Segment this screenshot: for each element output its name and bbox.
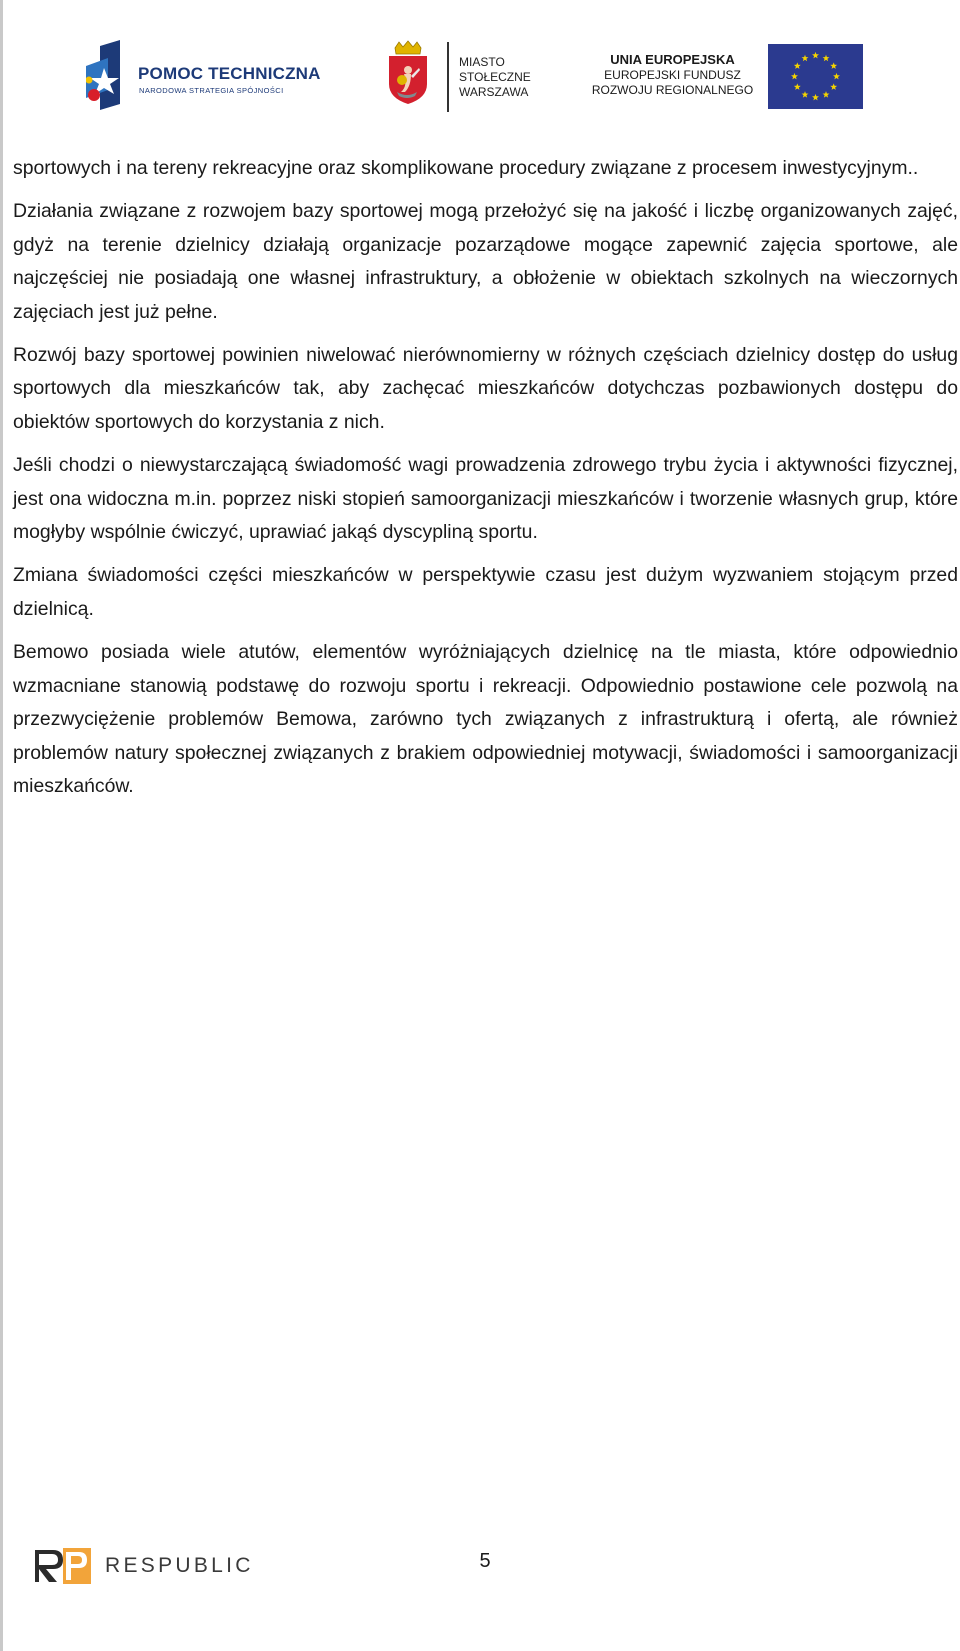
unia-europejska-logo <box>590 40 880 116</box>
paragraph: Jeśli chodzi o niewystarczającą świadomość wagi prowadzenia zdrowego trybu życia i aktywności fizycznej, jest ona widoczna m.in. poprzez niski stopień samoorganizacji mieszkańców i tworzenie własnych grup, które mogłyby wspólnie ćwiczyć, uprawiać jakąś dyscypliną sportu. <box>13 454 958 544</box>
page-left-border <box>0 0 3 1651</box>
page-header <box>0 0 960 135</box>
pomoc-techniczna-title: POMOC TECHNICZNA <box>138 64 321 83</box>
warszawa-line-1: MIASTO <box>459 55 505 69</box>
warszawa-logo-divider <box>447 42 449 112</box>
pomoc-techniczna-logo <box>86 40 321 112</box>
ue-line-3: ROZWOJU REGIONALNEGO <box>591 83 754 97</box>
ue-line-1: UNIA EUROPEJSKA <box>610 52 735 67</box>
unia-europejska-text <box>590 52 755 98</box>
ue-line-2: EUROPEJSKI FUNDUSZ <box>604 68 741 82</box>
warszawa-logo <box>387 40 537 116</box>
respublic-logo <box>33 1548 253 1588</box>
pomoc-techniczna-subtitle: NARODOWA STRATEGIA SPÓJNOŚCI <box>139 86 284 95</box>
paragraph: Rozwój bazy sportowej powinien niwelować nierównomierny w różnych częściach dzielnicy dostęp do usług sportowych dla mieszkańców tak, aby zachęcać mieszkańców dotychczas pozbawionych dostępu do obiektów sportowych do korzystania z nich. <box>13 344 958 433</box>
paragraph: Bemowo posiada wiele atutów, elementów wyróżniających dzielnicę na tle miasta, które odpowiednio wzmacniane stanowią podstawę do rozwoju sportu i rekreacji. Odpowiednio postawione cele pozwolą na przezwyciężenie problemów Bemowa, zarówno tych związanych z infrastrukturą i ofertą, ale również problemów natury społecznej związanych z brakiem odpowiedniej motywacji, świadomości i samoorganizacji mieszkańców. <box>13 641 958 797</box>
eu-flag-icon <box>768 44 863 109</box>
warszawa-line-2: STOŁECZNE <box>459 70 531 84</box>
page-number: 5 <box>479 1550 491 1572</box>
paragraph: Zmiana świadomości części mieszkańców w perspektywie czasu jest dużym wyzwaniem stojącym przed dzielnicą. <box>13 564 958 620</box>
pomoc-techniczna-logo-mark <box>86 40 134 110</box>
warsaw-coat-of-arms-icon <box>387 40 429 106</box>
paragraph: Działania związane z rozwojem bazy sportowej mogą przełożyć się na jakość i liczbę organizowanych zajęć, gdyż na terenie dzielnicy działają organizacje pozarządowe mogące zapewnić zajęcia sportowe, ale najczęściej nie posiadają one własnej infrastruktury, a obłożenie w obiektach szkolnych na wieczornych zajęciach jest już pełne. <box>13 200 958 323</box>
respublic-rp-logo-mark <box>33 1548 93 1584</box>
warszawa-line-3: WARSZAWA <box>459 85 529 99</box>
warszawa-logo-text <box>459 55 531 100</box>
respublic-wordmark: RESPUBLIC <box>105 1554 254 1577</box>
document-body <box>13 152 958 813</box>
paragraph: sportowych i na tereny rekreacyjne oraz skomplikowane procedury związane z procesem inwestycyjnym.. <box>13 157 919 179</box>
